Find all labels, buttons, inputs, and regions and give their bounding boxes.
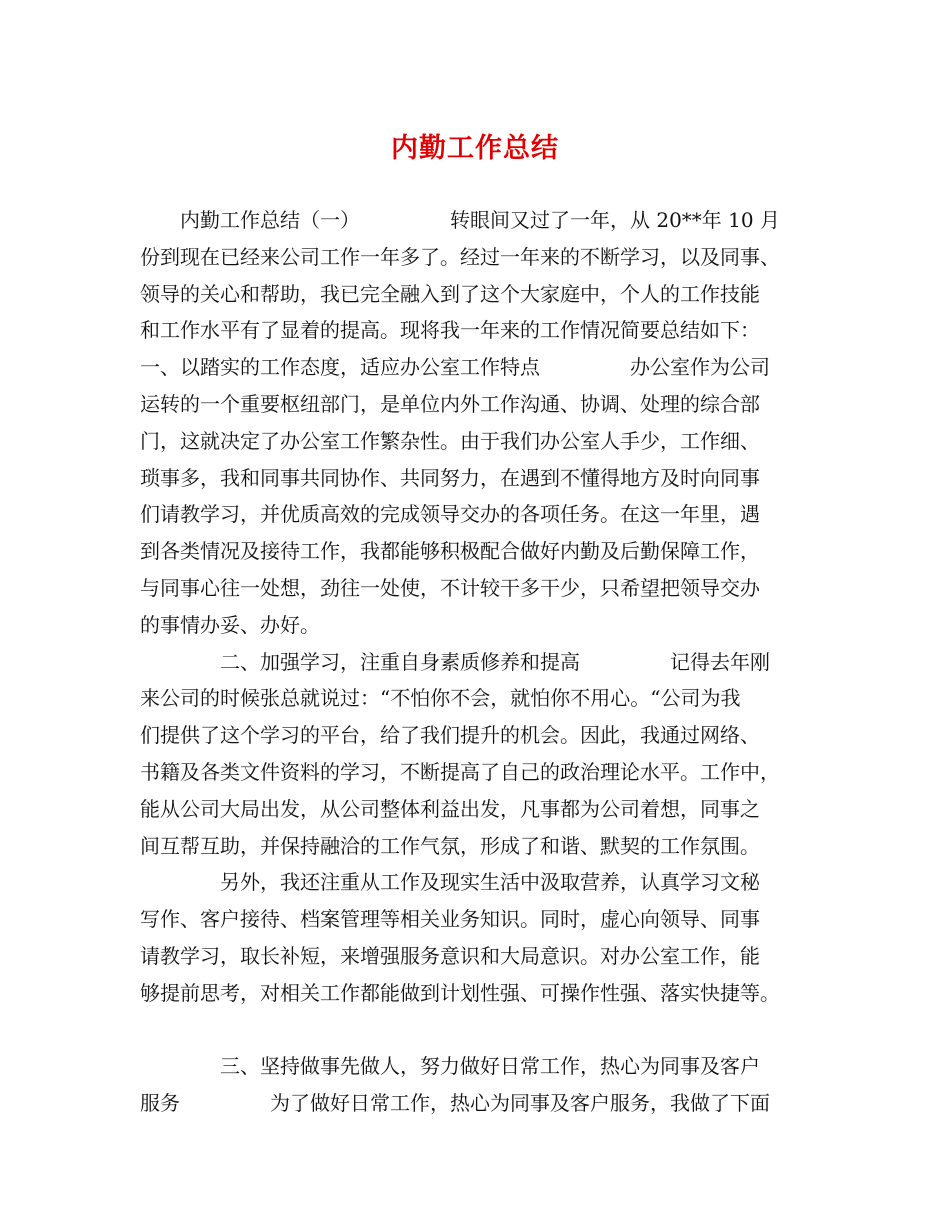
paragraph-line: 到各类情况及接待工作，我都能够积极配合做好内勤及后勤保障工作， — [140, 539, 760, 563]
paragraph-line: 来公司的时候张总就说过：“不怕你不会，就怕你不用心。“公司为我 — [140, 686, 741, 710]
paragraph-line: 写作、客户接待、档案管理等相关业务知识。同时，虚心向领导、同事 — [140, 907, 760, 931]
paragraph-line — [140, 353, 830, 381]
section1-heading: 一、以踏实的工作态度，适应办公室工作特点 — [140, 355, 540, 379]
paragraph-line — [140, 1089, 830, 1117]
paragraph-line: 三、坚持做事先做人，努力做好日常工作，热心为同事及客户 — [220, 1054, 760, 1078]
paragraph-line: 能从公司大局出发，从公司整体利益出发，凡事都为公司着想，同事之 — [140, 797, 760, 821]
paragraph-line: 门，这就决定了办公室工作繁杂性。由于我们办公室人手少，工作细、 — [140, 429, 760, 453]
paragraph-line: 另外，我还注重从工作及现实生活中汲取营养，认真学习文秘 — [220, 870, 760, 894]
paragraph-line: 运转的一个重要枢纽部门，是单位内外工作沟通、协调、处理的综合部 — [140, 392, 760, 416]
paragraph-line: 够提前思考，对相关工作都能做到计划性强、可操作性强、落实快捷等。 — [140, 981, 780, 1005]
section2-text: 记得去年刚 — [670, 650, 770, 674]
page-title: 内勤工作总结 — [391, 133, 559, 164]
paragraph-line — [220, 648, 830, 676]
paragraph-line: 份到现在已经来公司工作一年多了。经过一年来的不断学习，以及同事、 — [140, 245, 780, 269]
section1-text: 办公室作为公司 — [630, 355, 770, 379]
paragraph-line: 书籍及各类文件资料的学习，不断提高了自己的政治理论水平。工作中， — [140, 760, 780, 784]
paragraph-line: 领导的关心和帮助，我已完全融入到了这个大家庭中，个人的工作技能 — [140, 282, 760, 306]
paragraph-line: 间互帮互助，并保持融洽的工作气氛，形成了和谐、默契的工作氛围。 — [140, 834, 760, 858]
paragraph-line: 的事情办妥、办好。 — [140, 613, 320, 637]
paragraph-line: 与同事心往一处想，劲往一处使，不计较干多干少，只希望把领导交办 — [140, 576, 760, 600]
section3-text: 为了做好日常工作，热心为同事及客户服务，我做了下面 — [270, 1091, 770, 1115]
intro-heading: 内勤工作总结（一） — [180, 208, 360, 232]
section2-heading: 二、加强学习，注重自身素质修养和提高 — [220, 650, 580, 674]
paragraph-line: 们请教学习，并优质高效的完成领导交办的各项任务。在这一年里，遇 — [140, 502, 760, 526]
paragraph-line: 们提供了这个学习的平台，给了我们提升的机会。因此，我通过网络、 — [140, 723, 760, 747]
intro-text: 转眼间又过了一年，从 20**年 10 月 — [450, 208, 780, 232]
paragraph-line: 请教学习，取长补短，来增强服务意识和大局意识。对办公室工作，能 — [140, 944, 760, 968]
section3-word: 服务 — [140, 1091, 180, 1115]
paragraph-line: 琐事多，我和同事共同协作、共同努力，在遇到不懂得地方及时向同事 — [140, 466, 760, 490]
paragraph-line: 和工作水平有了显着的提高。现将我一年来的工作情况简要总结如下： — [140, 318, 760, 342]
paragraph-line — [180, 206, 830, 234]
